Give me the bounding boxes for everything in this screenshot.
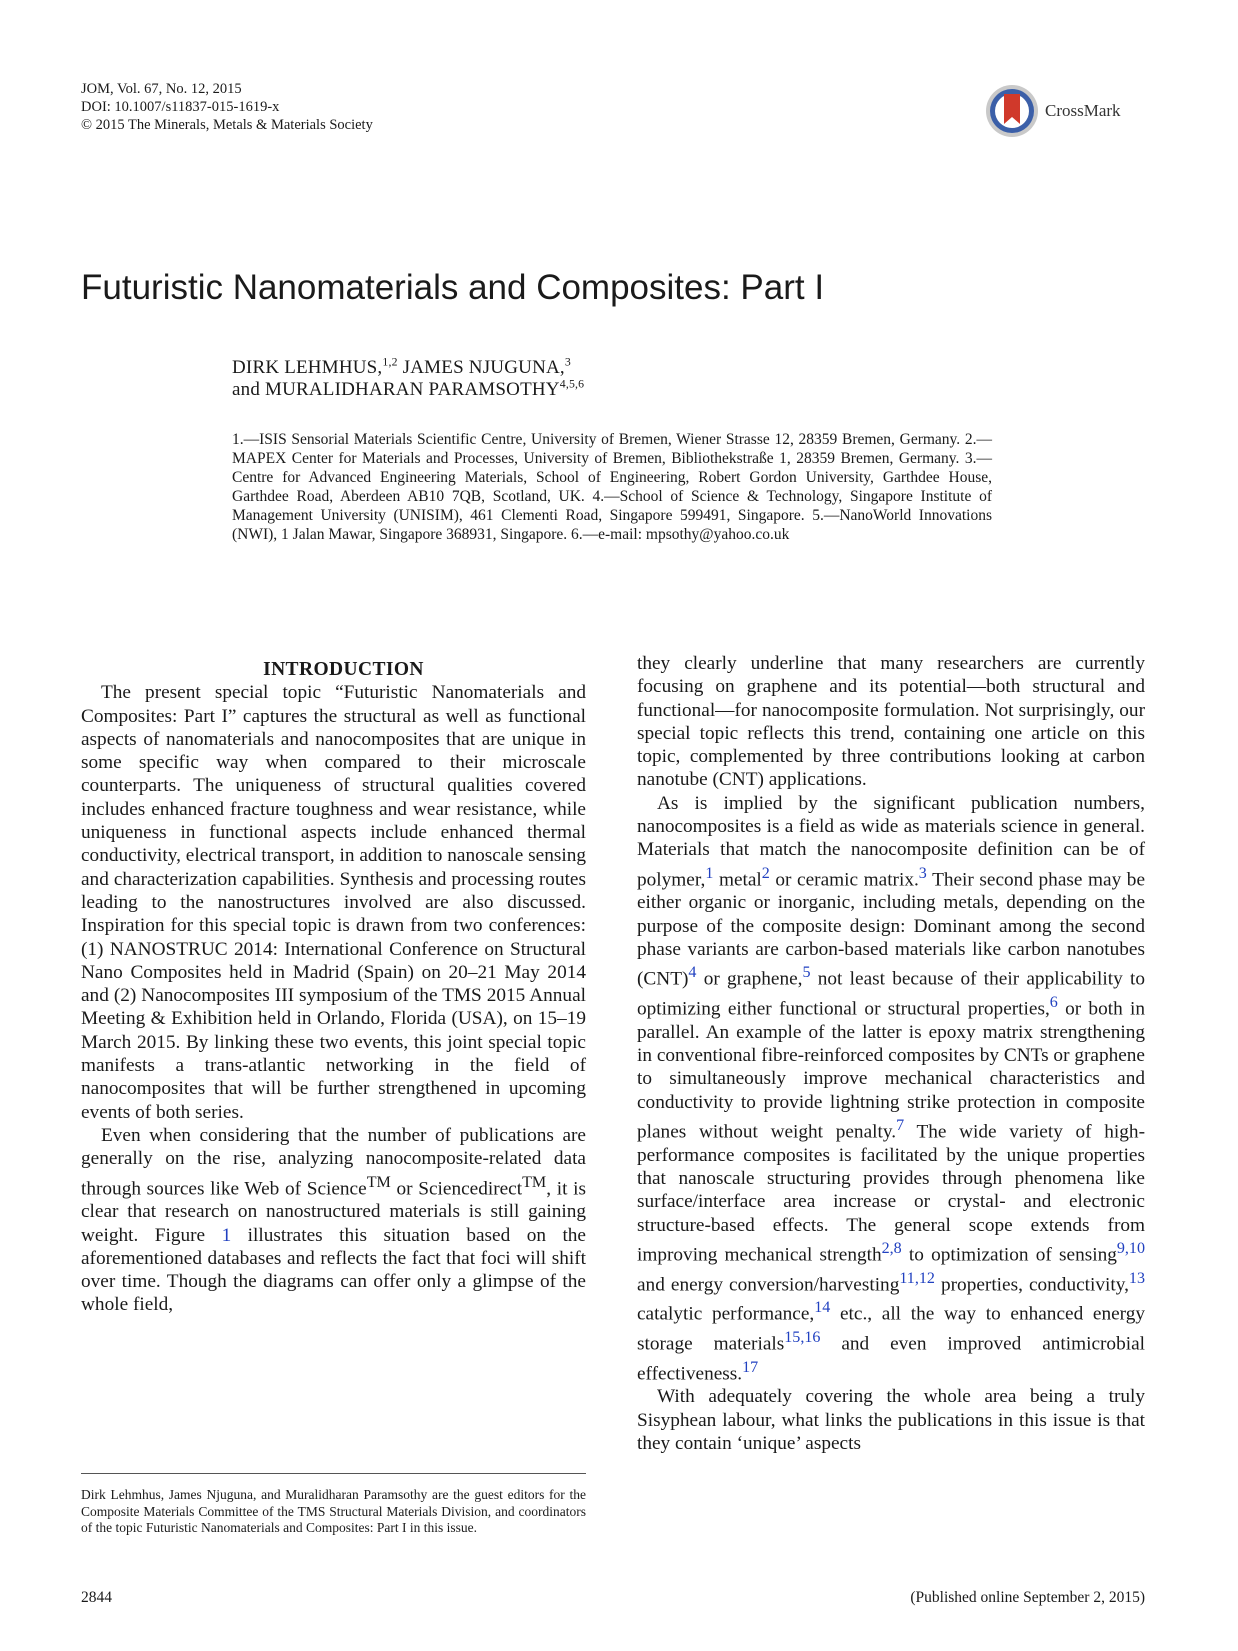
citation-link[interactable]: 9,10 <box>1116 1239 1145 1257</box>
citation-link[interactable]: 3 <box>918 864 927 882</box>
trademark: TM <box>522 1173 547 1191</box>
citation-link[interactable]: 4 <box>688 964 697 982</box>
author-affiliation-ref: 1,2 <box>382 355 398 369</box>
author-name: JAMES NJUGUNA, <box>397 357 565 378</box>
author-name: DIRK LEHMHUS, <box>232 357 383 378</box>
crossmark-icon <box>985 84 1039 138</box>
page-number: 2844 <box>81 1589 112 1606</box>
journal-meta <box>81 80 373 134</box>
intro-paragraph-1: The present special topic “Futuristic Nanomaterials and Composites: Part I” captures the structural as well as functional aspects of nanomaterials and nanocomposites that are unique in some specific way when compared to their microscale counterparts. The uniqueness of structural qualities covered includes enhanced fracture toughness and wear resistance, while uniqueness in functional aspects include enhanced thermal conductivity, electrical transport, in addition to nanoscale sensing and characterization capabilities. Synthesis and processing routes leading to the nanostructures involved are also discussed. Inspiration for this special topic is drawn from two conferences: (1) NANOSTRUC 2014: International Conference on Structural Nano Composites held in Madrid (Spain) on 20–21 May 2014 and (2) Nanocomposites III symposium of the TMS 2015 Annual Meeting & Exhibition held in Orlando, Florida (USA), on 15–19 March 2015. By linking these two events, this joint special topic manifests a trans-atlantic networking in the field of nanocomposites that will be further strengthened in upcoming events of both series. <box>81 682 586 1123</box>
citation-link[interactable]: 14 <box>814 1299 831 1317</box>
crossmark-label: CrossMark <box>1045 101 1121 120</box>
citation-link[interactable]: 11,12 <box>899 1269 935 1287</box>
citation-link[interactable]: 13 <box>1128 1269 1145 1287</box>
section-heading: INTRODUCTION <box>263 659 424 680</box>
right-paragraph-2: As is implied by the significant publication numbers, nanocomposites is a field as wide as materials science in general. Materials that match the nanocomposite definition can be of polymer,$^1$ metal$^2$ or ceramic matrix.$^3$ Their second phase may be either organic or inorganic, including metals, depending on the purpose of the composite design: Dominant among the second phase variants are carbon-based materials like carbon nanotubes (CNT)$^4$ or graphene,$^5$ not least because of their applicability to optimizing either functional or structural properties,$^6$ or both in parallel. An example of the latter is epoxy matrix strengthening in conventional fibre-reinforced composites by CNTs or graphene to simultaneously improve mechanical characteristics and conductivity to provide lightning strike protection in composite planes without weight penalty.$^7$ The wide variety of high-performance composites is facilitated by the unique properties that nanoscale structuring provides through phenomena like surface/interface area increase or crystal- and electronic structure-based effects. The general scope extends from improving mechanical strength$^{2,8}$ to optimization of sensing$^{9,10}$ and energy conversion/harvesting$^{11,12}$ properties, conductivity,$^{13}$ catalytic performance,$^{14}$ etc., all the way to enhanced energy storage materials$^{15,16}$ and even improved antimicrobial effectiveness.$^{17}$ <box>637 792 1145 1385</box>
citation-link[interactable]: 7 <box>896 1116 905 1134</box>
left-column <box>81 658 586 1317</box>
citation-link[interactable]: 17 <box>742 1358 759 1376</box>
citation-link[interactable]: 6 <box>1049 994 1058 1011</box>
author-name: and MURALIDHARAN PARAMSOTHY <box>232 379 560 400</box>
citation-link[interactable]: 5 <box>802 964 811 982</box>
author-affiliation-ref: 4,5,6 <box>559 377 585 391</box>
right-paragraph-1: they clearly underline that many researchers are currently focusing on graphene and its potential—both structural and functional—for nanocomposite formulation. Not surprisingly, our special topic reflects this trend, containing one article on this topic, complemented by three contributions looking at carbon nanotube (CNT) applications. <box>637 653 1145 791</box>
trademark: TM <box>366 1173 391 1191</box>
citation-link[interactable]: 15,16 <box>784 1328 821 1346</box>
copyright: © 2015 The Minerals, Metals & Materials Society <box>81 117 373 133</box>
journal-volume: JOM, Vol. 67, No. 12, 2015 <box>81 81 242 97</box>
citation-link[interactable]: 1 <box>705 864 714 882</box>
crossmark-badge[interactable] <box>985 84 1145 142</box>
figure-link[interactable]: 1 <box>221 1224 232 1246</box>
affiliations: 1.—ISIS Sensorial Materials Scientific Centre, University of Bremen, Wiener Strasse 12, 28359 Bremen, Germany. 2.—MAPEX Center for Materials and Processes, University of Bremen, Bibliothekstraße 1, 28359 Bremen, Germany. 3.—Centre for Advanced Engineering Materials, School of Engineering, Robert Gordon University, Garthdee House, Garthdee Road, Aberdeen AB10 7QB, Scotland, UK. 4.—School of Science & Technology, Singapore Institute of Management University (UNISIM), 461 Clementi Road, Singapore 599491, Singapore. 5.—NanoWorld Innovations (NWI), 1 Jalan Mawar, Singapore 368931, Singapore. 6.—e-mail: mpsothy@yahoo.co.uk <box>232 431 992 543</box>
article-title: Futuristic Nanomaterials and Composites: Part I <box>81 268 825 307</box>
doi: DOI: 10.1007/s11837-015-1619-x <box>81 99 280 115</box>
author-list <box>232 357 584 401</box>
author-affiliation-ref: 3 <box>564 355 571 369</box>
intro-paragraph-2: Even when considering that the number of publications are generally on the rise, analyzing nanocomposite-related data through sources like Web of Science™ or Sciencedirect™, it is clear that research on nanostructured materials is still gaining weight. Figure 1 illustrates this situation based on the aforementioned databases and reflects the fact that foci will shift over time. Though the diagrams can offer only a glimpse of the whole field, <box>81 1124 587 1316</box>
citation-link[interactable]: 2 <box>761 864 770 882</box>
footnote-divider <box>81 1473 586 1474</box>
published-date: (Published online September 2, 2015) <box>910 1589 1145 1606</box>
right-paragraph-3: With adequately covering the whole area being a truly Sisyphean labour, what links the publications in this issue is that they contain ‘unique’ aspects <box>637 1386 1145 1454</box>
right-column <box>637 652 1145 1455</box>
footnote: Dirk Lehmhus, James Njuguna, and Muralidharan Paramsothy are the guest editors for the Composite Materials Committee of the TMS Structural Materials Division, and coordinators of the topic Futuristic Nanomaterials and Composites: Part I in this issue. <box>81 1487 586 1535</box>
citation-link[interactable]: 2,8 <box>881 1239 902 1257</box>
